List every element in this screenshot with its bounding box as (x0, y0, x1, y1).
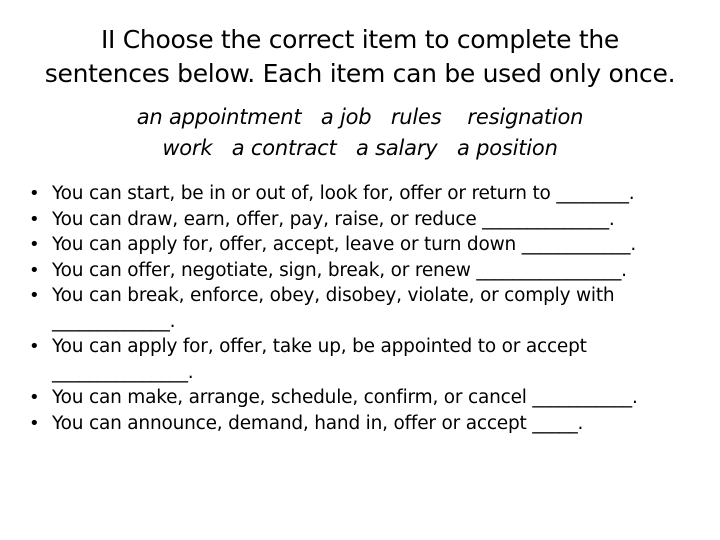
sentence-text: You can offer, negotiate, sign, break, or renew ________________. (52, 259, 627, 281)
bullet: • (29, 234, 40, 255)
list-item (0, 411, 720, 437)
word-bank-item: a contract (231, 136, 337, 160)
bullet: • (29, 259, 40, 281)
word-bank-row-2 (20, 133, 700, 163)
list-item (0, 385, 720, 411)
bullet: • (29, 208, 40, 230)
list-item (0, 283, 720, 334)
list-item (0, 207, 720, 233)
sentence-blank: _____________. (52, 310, 176, 332)
list-item (0, 181, 720, 207)
title-line-2: sentences below. Each item can be used only once. (44, 59, 676, 88)
bullet: • (29, 183, 40, 204)
bullet: • (29, 387, 40, 408)
list-item (0, 258, 720, 284)
bullet: • (29, 412, 40, 434)
list-item (0, 334, 720, 385)
sentence-text: You can apply for, offer, take up, be appointed to or accept (52, 336, 587, 357)
bullet: • (29, 285, 40, 306)
word-bank-row-1 (20, 102, 700, 132)
title-line-1: II Choose the correct item to complete the (100, 25, 620, 54)
word-bank-item: a job (320, 105, 372, 129)
word-bank-item: work (162, 136, 213, 160)
word-bank-item: a salary (355, 136, 438, 160)
sentence-text: You can announce, demand, hand in, offer or accept _____. (52, 412, 584, 434)
word-bank-item: rules (390, 105, 442, 129)
sentence-text: You can draw, earn, offer, pay, raise, or reduce ______________. (52, 208, 615, 230)
sentence-text: You can apply for, offer, accept, leave or turn down ____________. (52, 234, 637, 255)
sentence-list (0, 181, 720, 436)
list-item (0, 232, 720, 258)
word-bank-item: a position (456, 136, 558, 160)
sentence-text: You can start, be in or out of, look for, offer or return to ________. (52, 183, 635, 204)
word-bank-item: an appointment (136, 105, 302, 129)
word-bank-item: resignation (467, 105, 584, 129)
sentence-text: You can make, arrange, schedule, confirm, or cancel ___________. (52, 387, 638, 408)
bullet: • (29, 336, 40, 357)
sentence-text: You can break, enforce, obey, disobey, violate, or comply with (52, 285, 615, 306)
sentence-blank: _______________. (52, 361, 194, 383)
